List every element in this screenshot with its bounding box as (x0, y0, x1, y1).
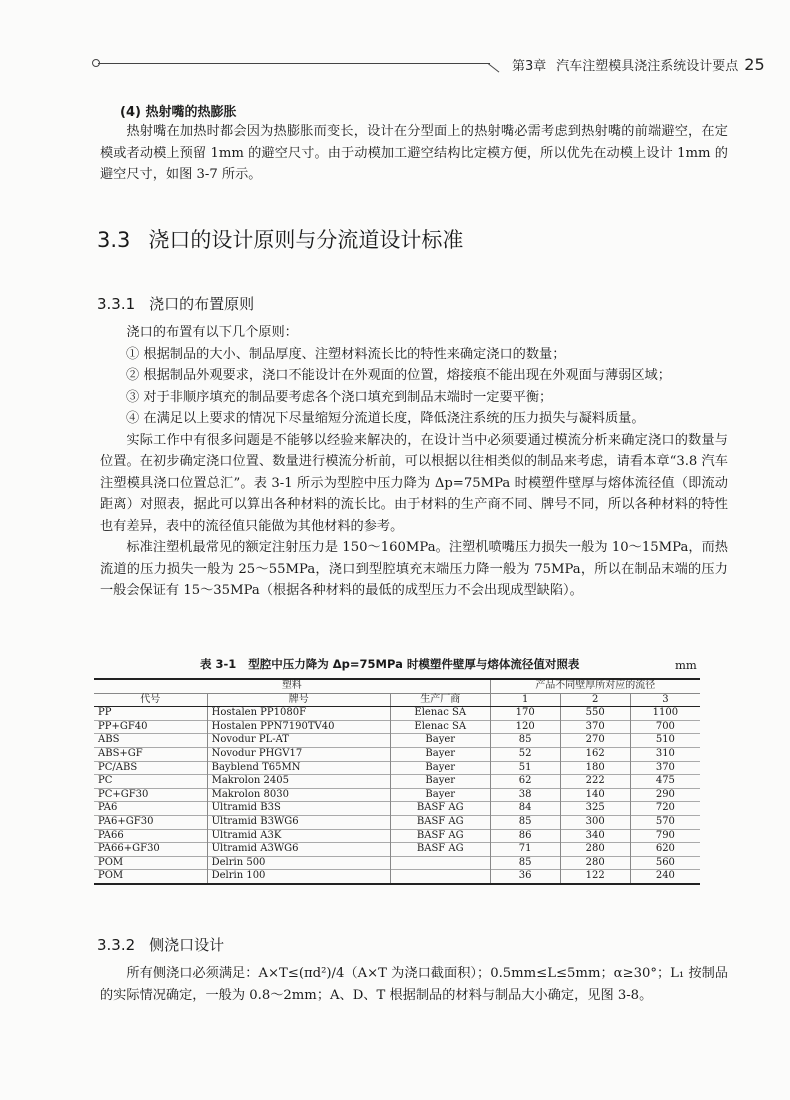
cell-flow-2: 325 (560, 802, 630, 816)
cell-flow-2: 280 (560, 856, 630, 870)
cell-flow-1: 170 (490, 707, 560, 721)
table-row (94, 802, 700, 816)
cell-code: PC+GF30 (94, 788, 207, 802)
cell-manufacturer: Bayer (390, 775, 490, 789)
cell-manufacturer: Bayer (390, 761, 490, 775)
subsection-title: 侧浇口设计 (149, 936, 225, 954)
cell-manufacturer: BASF AG (390, 802, 490, 816)
column-header-thickness-1: 1 (490, 693, 560, 707)
page-number: 25 (744, 55, 765, 74)
column-header-grade: 牌号 (207, 693, 390, 707)
cell-flow-3: 560 (630, 856, 700, 870)
section-heading-3-3 (97, 224, 463, 254)
table-group-header-row (94, 679, 700, 693)
list-item: ③ 对于非顺序填充的制品要考虑各个浇口填充到制品末端时一定要平衡； (126, 389, 553, 405)
table-unit: mm (675, 658, 697, 672)
cell-flow-2: 162 (560, 747, 630, 761)
subsection-heading-3-3-2 (97, 934, 224, 955)
side-gate-paragraph: 所有侧浇口必须满足：A×T≤(πd²)/4（A×T 为浇口截面积）；0.5mm≤L≤5mm；α≥30°；L₁ 按制品的实际情况确定，一般为 0.8～2mm；A、D、T 根据制品的材料与制品大小确定，见图 3-8。 (100, 966, 728, 1003)
cell-flow-1: 85 (490, 815, 560, 829)
cell-flow-3: 570 (630, 815, 700, 829)
cell-flow-1: 85 (490, 734, 560, 748)
flow-length-table (94, 678, 700, 885)
column-header-thickness-2: 2 (560, 693, 630, 707)
cell-code: ABS (94, 734, 207, 748)
cell-manufacturer: BASF AG (390, 843, 490, 857)
cell-flow-3: 240 (630, 870, 700, 884)
cell-code: ABS+GF (94, 747, 207, 761)
table-row (94, 747, 700, 761)
cell-manufacturer: Elenac SA (390, 720, 490, 734)
table-row (94, 856, 700, 870)
table-row (94, 815, 700, 829)
cell-grade: Novodur PL-AT (207, 734, 390, 748)
cell-grade: Makrolon 8030 (207, 788, 390, 802)
cell-code: PA6+GF30 (94, 815, 207, 829)
cell-grade: Ultramid B3S (207, 802, 390, 816)
cell-flow-1: 51 (490, 761, 560, 775)
cell-manufacturer (390, 856, 490, 870)
header-title: 汽车注塑模具浇注系统设计要点 (556, 59, 739, 74)
cell-flow-1: 62 (490, 775, 560, 789)
section-number: 3.3 (97, 228, 131, 252)
cell-flow-2: 180 (560, 761, 630, 775)
cell-code: POM (94, 870, 207, 884)
cell-flow-3: 310 (630, 747, 700, 761)
list-item: ④ 在满足以上要求的情况下尽量缩短分流道长度，降低浇注系统的压力损失与凝料质量。 (126, 411, 645, 426)
cell-manufacturer: Bayer (390, 788, 490, 802)
list-item: ① 根据制品的大小、制品厚度、注塑材料流长比的特性来确定浇口的数量； (126, 346, 566, 362)
table-row (94, 720, 700, 734)
table-row (94, 761, 700, 775)
cell-flow-2: 140 (560, 788, 630, 802)
cell-grade: Delrin 500 (207, 856, 390, 870)
table-row (94, 775, 700, 789)
cell-flow-3: 720 (630, 802, 700, 816)
cell-flow-1: 36 (490, 870, 560, 884)
cell-code: PP (94, 707, 207, 721)
group-header-flow-length: 产品不同壁厚所对应的流径 (490, 679, 700, 693)
column-header-manufacturer: 生产厂商 (390, 693, 490, 707)
gate-principles-intro: 浇口的布置有以下几个原则： (126, 325, 298, 340)
cell-grade: Ultramid A3WG6 (207, 843, 390, 857)
cell-flow-2: 340 (560, 829, 630, 843)
header-line (98, 63, 490, 64)
cell-manufacturer: BASF AG (390, 815, 490, 829)
cell-flow-2: 370 (560, 720, 630, 734)
cell-code: PC (94, 775, 207, 789)
table-title: 型腔中压力降为 Δp=75MPa 时模塑件壁厚与熔体流径值对照表 (248, 657, 580, 671)
cell-flow-1: 38 (490, 788, 560, 802)
group-header-plastic: 塑料 (94, 679, 490, 693)
column-header-thickness-3: 3 (630, 693, 700, 707)
column-header-code: 代号 (94, 693, 207, 707)
subsection-title: 浇口的布置原则 (149, 295, 255, 313)
cell-flow-1: 71 (490, 843, 560, 857)
header-chapter: 第3章 (512, 59, 547, 74)
injection-pressure-paragraph: 标准注塑机最常见的额定注射压力是 150～160MPa。注塑机喷嘴压力损失一般为 10～15MPa，而热流道的压力损失一般为 25～55MPa，浇口到型腔填充末端压力降一般为 75MPa，所以在制品末端的压力一般会保证有 15～35MPa（根据各种材料的最低的成型压力不会出现成型缺陷）。 (100, 540, 728, 598)
cell-manufacturer: Bayer (390, 734, 490, 748)
cell-flow-2: 550 (560, 707, 630, 721)
subsection-number: 3.3.2 (97, 936, 136, 954)
cell-manufacturer: Elenac SA (390, 707, 490, 721)
cell-flow-3: 700 (630, 720, 700, 734)
cell-flow-3: 790 (630, 829, 700, 843)
cell-flow-2: 122 (560, 870, 630, 884)
cell-grade: Hostalen PPN7190TV40 (207, 720, 390, 734)
cell-grade: Ultramid A3K (207, 829, 390, 843)
cell-code: PA6 (94, 802, 207, 816)
gate-principles-list (100, 344, 728, 430)
list-item: ② 根据制品外观要求，浇口不能设计在外观面的位置，熔接痕不能出现在外观面与薄弱区域； (126, 368, 671, 383)
subsection-heading-3-3-1 (97, 293, 254, 314)
cell-flow-3: 620 (630, 843, 700, 857)
running-header (512, 55, 765, 74)
cell-flow-3: 1100 (630, 707, 700, 721)
cell-flow-1: 120 (490, 720, 560, 734)
side-gate-block (100, 963, 728, 1006)
table-row (94, 734, 700, 748)
table-row (94, 829, 700, 843)
thermal-expansion-block (100, 121, 728, 186)
gate-principles-block (100, 322, 728, 602)
cell-flow-3: 475 (630, 775, 700, 789)
cell-grade: Makrolon 2405 (207, 775, 390, 789)
cell-grade: Delrin 100 (207, 870, 390, 884)
cell-flow-1: 86 (490, 829, 560, 843)
subsection-heading-thermal-expansion: (4) 热射嘴的热膨胀 (120, 105, 237, 120)
thermal-expansion-paragraph: 热射嘴在加热时都会因为热膨胀而变长，设计在分型面上的热射嘴必需考虑到热射嘴的前端避空，在定模或者动模上预留 1mm 的避空尺寸。由于动模加工避空结构比定模方便，所以优先在动模上设计 1mm 的避空尺寸，如图 3-7 所示。 (100, 124, 728, 182)
header-slant-line (488, 63, 500, 72)
table-row (94, 707, 700, 721)
cell-flow-1: 85 (490, 856, 560, 870)
cell-flow-1: 52 (490, 747, 560, 761)
cell-code: PC/ABS (94, 761, 207, 775)
section-title: 浇口的设计原则与分流道设计标准 (148, 228, 464, 252)
table-caption (200, 656, 579, 672)
table-header-row (94, 693, 700, 707)
cell-manufacturer: BASF AG (390, 829, 490, 843)
cell-flow-2: 222 (560, 775, 630, 789)
cell-code: PA66 (94, 829, 207, 843)
cell-flow-2: 270 (560, 734, 630, 748)
cell-grade: Novodur PHGV17 (207, 747, 390, 761)
table-number: 表 3-1 (200, 657, 237, 671)
subsection-number: 3.3.1 (97, 295, 136, 313)
table-body (94, 707, 700, 884)
table-row (94, 843, 700, 857)
cell-flow-2: 300 (560, 815, 630, 829)
cell-code: PA66+GF30 (94, 843, 207, 857)
cell-grade: Hostalen PP1080F (207, 707, 390, 721)
cell-grade: Bayblend T65MN (207, 761, 390, 775)
cell-flow-3: 370 (630, 761, 700, 775)
flow-analysis-paragraph: 实际工作中有很多问题是不能够以经验来解决的，在设计当中必须要通过模流分析来确定浇口的数量与位置。在初步确定浇口位置、数量进行模流分析前，可以根据以往相类似的制品来考虑，请看本章“3.8 汽车注塑模具浇口位置总汇”。表 3-1 所示为型腔中压力降为 Δp=75MPa 时模塑件壁厚与熔体流径值（即流动距离）对照表，据此可以算出各种材料的流长比。由于材料的生产商不同、牌号不同，所以各种材料的特性也有差异，表中的流径值只能做为其他材料的参考。 (100, 432, 728, 534)
cell-flow-2: 280 (560, 843, 630, 857)
cell-grade: Ultramid B3WG6 (207, 815, 390, 829)
cell-code: POM (94, 856, 207, 870)
cell-manufacturer (390, 870, 490, 884)
table-row (94, 870, 700, 884)
cell-flow-3: 510 (630, 734, 700, 748)
cell-manufacturer: Bayer (390, 747, 490, 761)
table-row (94, 788, 700, 802)
cell-code: PP+GF40 (94, 720, 207, 734)
cell-flow-1: 84 (490, 802, 560, 816)
cell-flow-3: 290 (630, 788, 700, 802)
